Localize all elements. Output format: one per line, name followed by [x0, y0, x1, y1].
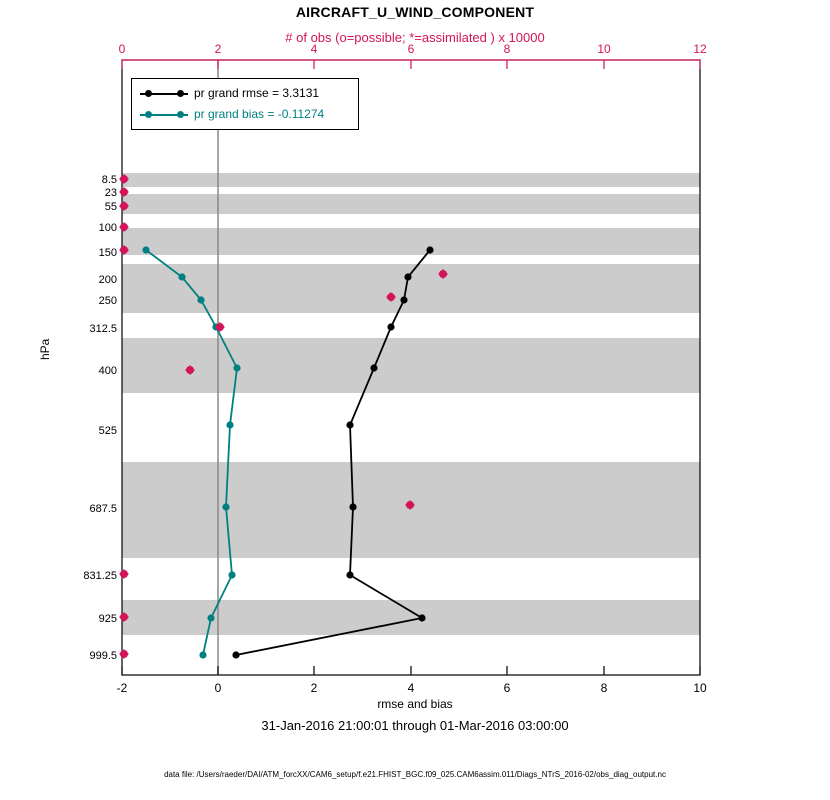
legend-dot-rmse-left — [145, 90, 152, 97]
svg-text:400: 400 — [98, 365, 117, 377]
svg-text:6: 6 — [503, 681, 511, 695]
svg-text:4: 4 — [407, 681, 415, 695]
svg-text:6: 6 — [407, 42, 415, 56]
svg-text:831.25: 831.25 — [83, 570, 117, 582]
svg-text:8: 8 — [600, 681, 608, 695]
bottom-axis-ticks — [122, 666, 700, 675]
svg-text:10: 10 — [597, 42, 611, 56]
svg-text:0: 0 — [214, 681, 222, 695]
svg-text:312.5: 312.5 — [89, 323, 117, 335]
svg-text:150: 150 — [98, 247, 117, 259]
svg-text:55: 55 — [104, 201, 117, 213]
svg-text:925: 925 — [98, 613, 117, 625]
legend-dot-bias-right — [177, 111, 184, 118]
legend-label-rmse: pr grand rmse = 3.3131 — [194, 86, 320, 100]
y-axis-label: hPa — [38, 338, 52, 360]
svg-text:200: 200 — [98, 274, 117, 286]
x-axis-label: rmse and bias — [377, 697, 453, 711]
page-title: AIRCRAFT_U_WIND_COMPONENT — [295, 4, 535, 20]
svg-text:23: 23 — [104, 187, 117, 199]
time-range-label: 31-Jan-2016 21:00:01 through 01-Mar-2016 03:00:00 — [261, 718, 569, 733]
svg-text:2: 2 — [214, 42, 222, 56]
svg-text:0: 0 — [118, 42, 126, 56]
bottom-axis-tick-labels — [117, 681, 707, 695]
legend-entry-bias — [132, 105, 358, 125]
svg-text:8: 8 — [503, 42, 511, 56]
data-file-footer: data file: /Users/raeder/DAI/ATM_forcXX/CAM6_setup/f.e21.FHIST_BGC.f09_025.CAM6assim.011/Diags_NTrS_2016-02/obs_diag_output.nc — [164, 770, 666, 779]
shaded-bands — [122, 173, 700, 635]
legend-label-bias: pr grand bias = -0.11274 — [194, 107, 325, 121]
legend-dot-rmse-right — [177, 90, 184, 97]
chart-legend — [131, 78, 359, 130]
top-axis-ticks — [122, 60, 700, 69]
top-axis-tick-labels — [119, 42, 707, 56]
svg-text:8.5: 8.5 — [101, 174, 117, 186]
svg-text:2: 2 — [310, 681, 318, 695]
svg-text:100: 100 — [98, 222, 117, 234]
legend-entry-rmse — [132, 84, 358, 104]
svg-text:10: 10 — [693, 681, 707, 695]
svg-text:12: 12 — [693, 42, 707, 56]
y-axis-tick-labels — [83, 174, 117, 662]
top-axis-title: # of obs (o=possible; *=assimilated ) x 10000 — [285, 30, 545, 45]
svg-text:250: 250 — [98, 295, 117, 307]
svg-text:525: 525 — [98, 425, 117, 437]
legend-dot-bias-left — [145, 111, 152, 118]
svg-text:687.5: 687.5 — [89, 503, 117, 515]
svg-text:4: 4 — [310, 42, 318, 56]
svg-text:999.5: 999.5 — [89, 650, 117, 662]
svg-text:-2: -2 — [116, 681, 128, 695]
